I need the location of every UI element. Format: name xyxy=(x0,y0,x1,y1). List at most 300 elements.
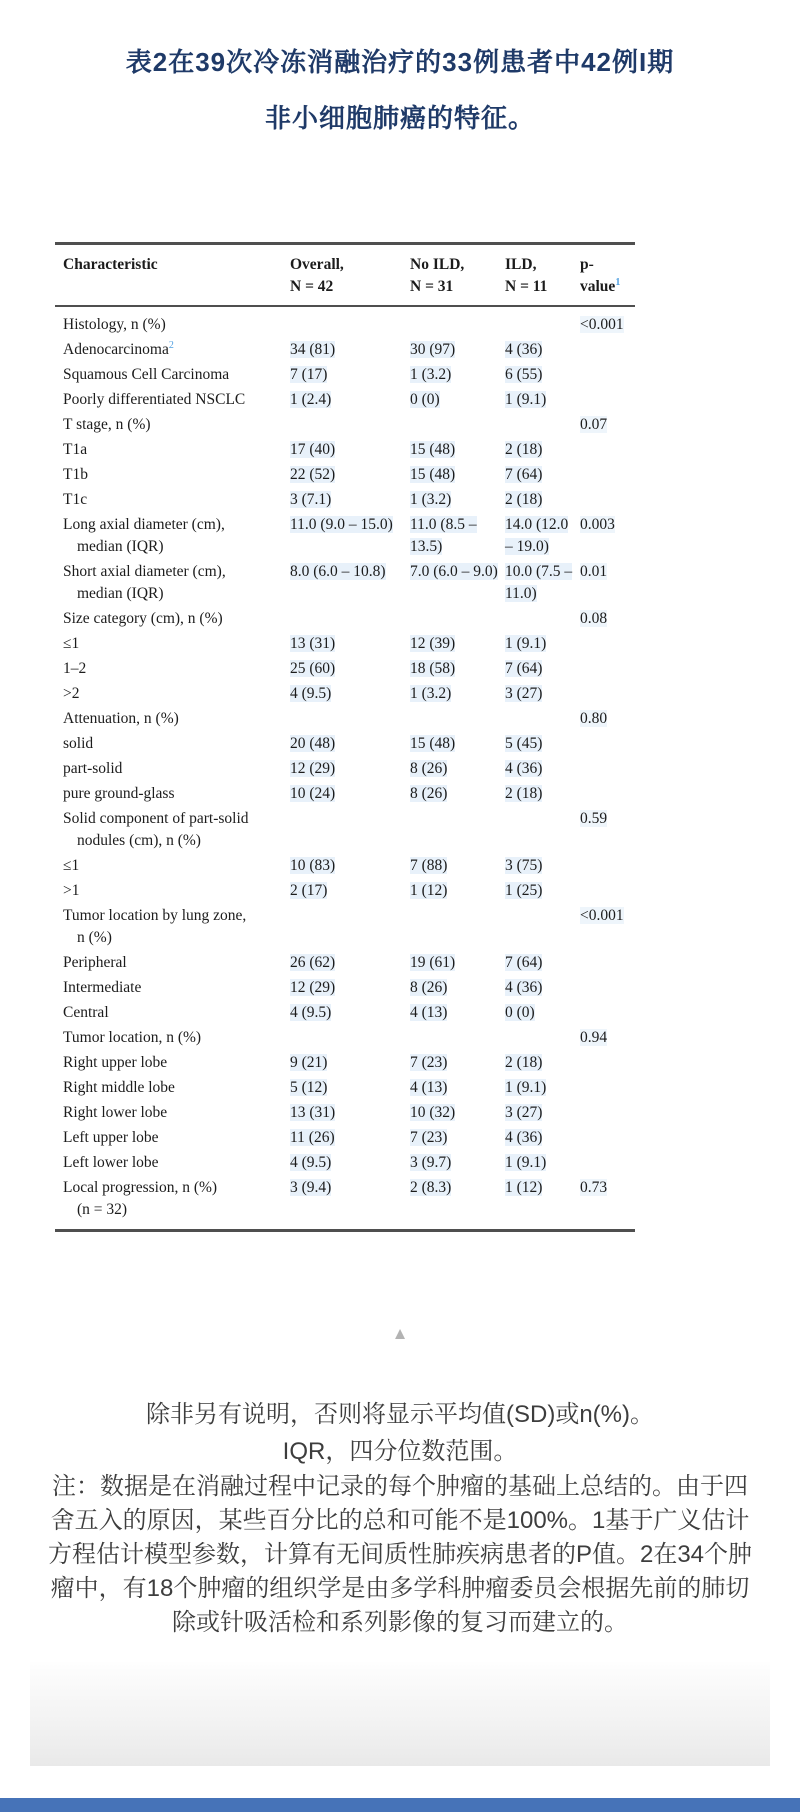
cell-ild xyxy=(505,363,580,388)
characteristics-table xyxy=(55,242,635,1232)
cell-no-ild-text: 7 (88) xyxy=(410,857,448,874)
cell-p-value xyxy=(580,1001,635,1026)
cell-p-value xyxy=(580,879,635,904)
cell-ild-text: 3 (75) xyxy=(505,857,543,874)
cell-overall-text: 4 (9.5) xyxy=(290,685,332,702)
row-label: Left upper lobe xyxy=(63,1129,159,1146)
cell-overall xyxy=(290,904,410,951)
cell-no-ild xyxy=(410,904,505,951)
cell-overall-text: 9 (21) xyxy=(290,1054,328,1071)
cell-no-ild-text: 2 (8.3) xyxy=(410,1179,452,1196)
cell-p-value-text: 0.73 xyxy=(580,1179,608,1196)
col-header-p-value: p- value$^1$ xyxy=(580,244,635,307)
cell-p-value-text: 0.07 xyxy=(580,416,608,433)
cell-no-ild xyxy=(410,1126,505,1151)
cell-overall-text: 4 (9.5) xyxy=(290,1154,332,1171)
col-header-overall: Overall, N = 42 xyxy=(290,244,410,307)
table-row xyxy=(55,782,635,807)
cell-p-value xyxy=(580,306,635,338)
cell-no-ild-text: 10 (32) xyxy=(410,1104,456,1121)
cell-p-value xyxy=(580,732,635,757)
cell-no-ild xyxy=(410,463,505,488)
cell-no-ild-text: 15 (48) xyxy=(410,441,456,458)
row-label: Squamous Cell Carcinoma xyxy=(63,366,230,383)
cell-p-value xyxy=(580,854,635,879)
cell-overall xyxy=(290,438,410,463)
cell-p-value xyxy=(580,1101,635,1126)
cell-no-ild xyxy=(410,388,505,413)
cell-p-value-text: 0.08 xyxy=(580,610,608,627)
cell-ild-text: 0 (0) xyxy=(505,1004,535,1021)
table-row xyxy=(55,904,635,951)
row-label: ≤1 xyxy=(63,635,80,652)
table-row xyxy=(55,1176,635,1231)
cell-p-value xyxy=(580,807,635,854)
cell-p-value xyxy=(580,363,635,388)
cell-ild xyxy=(505,782,580,807)
table-row xyxy=(55,732,635,757)
page-title-line1: 表2在39次冷冻消融治疗的33例患者中42例I期 xyxy=(125,47,675,77)
cell-overall xyxy=(290,1176,410,1231)
cell-p-value xyxy=(580,463,635,488)
cell-no-ild xyxy=(410,488,505,513)
cell-overall xyxy=(290,363,410,388)
row-label: Intermediate xyxy=(63,979,142,996)
row-label-line2: nodules (cm), n (%) xyxy=(77,832,201,849)
cell-ild xyxy=(505,682,580,707)
cell-ild-text: 3 (27) xyxy=(505,1104,543,1121)
table-row xyxy=(55,707,635,732)
table-row xyxy=(55,413,635,438)
cell-p-value xyxy=(580,976,635,1001)
cell-no-ild xyxy=(410,951,505,976)
cell-no-ild-text: 8 (26) xyxy=(410,760,448,777)
cell-ild xyxy=(505,951,580,976)
gradient-panel xyxy=(30,1662,770,1766)
cell-overall-text: 3 (7.1) xyxy=(290,491,332,508)
cell-p-value xyxy=(580,1076,635,1101)
cell-overall-text: 8.0 (6.0 – 10.8) xyxy=(290,563,386,580)
cell-no-ild xyxy=(410,976,505,1001)
cell-p-value xyxy=(580,1151,635,1176)
cell-overall xyxy=(290,463,410,488)
cell-p-value-text: 0.01 xyxy=(580,563,608,580)
cell-no-ild xyxy=(410,513,505,560)
cell-no-ild-text: 1 (3.2) xyxy=(410,491,452,508)
cell-p-value xyxy=(580,682,635,707)
cell-no-ild xyxy=(410,632,505,657)
cell-overall xyxy=(290,1126,410,1151)
cell-overall-text: 34 (81) xyxy=(290,341,336,358)
cell-ild-text: 6 (55) xyxy=(505,366,543,383)
cell-ild xyxy=(505,904,580,951)
row-label: Adenocarcinoma$^2$ xyxy=(63,339,174,358)
table-row xyxy=(55,632,635,657)
cell-overall-text: 7 (17) xyxy=(290,366,328,383)
cell-overall xyxy=(290,1026,410,1051)
cell-ild xyxy=(505,732,580,757)
cell-no-ild-text: 4 (13) xyxy=(410,1004,448,1021)
cell-no-ild xyxy=(410,363,505,388)
cell-ild-text: 4 (36) xyxy=(505,760,543,777)
cell-ild xyxy=(505,1151,580,1176)
footnote-ref-icon: 1 xyxy=(615,276,621,288)
cell-overall-text: 12 (29) xyxy=(290,760,336,777)
row-label: Local progression, n (%) (n = 32) xyxy=(55,1176,290,1231)
cell-ild xyxy=(505,854,580,879)
cell-ild-text: 2 (18) xyxy=(505,785,543,802)
row-label: T stage, n (%) xyxy=(63,416,151,433)
row-label: T1a xyxy=(63,441,88,458)
cell-ild-text: 4 (36) xyxy=(505,979,543,996)
cell-p-value-text: <0.001 xyxy=(580,907,624,924)
cell-p-value xyxy=(580,707,635,732)
cell-no-ild-text: 0 (0) xyxy=(410,391,440,408)
cell-no-ild xyxy=(410,1026,505,1051)
cell-no-ild xyxy=(410,1076,505,1101)
cell-ild xyxy=(505,879,580,904)
cell-p-value xyxy=(580,488,635,513)
cell-no-ild-text: 4 (13) xyxy=(410,1079,448,1096)
cell-ild xyxy=(505,413,580,438)
row-label: Attenuation, n (%) xyxy=(63,710,179,727)
cell-ild-text: 1 (9.1) xyxy=(505,391,547,408)
cell-no-ild xyxy=(410,560,505,607)
table-row xyxy=(55,1101,635,1126)
footnote-note: 注：数据是在消融过程中记录的每个肿瘤的基础上总结的。由于四舍五入的原因，某些百分比的总和可能不是100%。1基于广义估计方程估计模型参数，计算有无间质性肺疾病患者的P值。2在34个肿瘤中，有18个肿瘤的组织学是由多学科肿瘤委员会根据先前的肺切除或针吸活检和系列影像的复习而建立的。 xyxy=(47,1473,753,1636)
footnote-line2: IQR，四分位数范围。 xyxy=(282,1438,518,1465)
cell-no-ild-text: 7 (23) xyxy=(410,1129,448,1146)
cell-p-value xyxy=(580,388,635,413)
table-row xyxy=(55,757,635,782)
cell-no-ild-text: 7 (23) xyxy=(410,1054,448,1071)
cell-overall xyxy=(290,757,410,782)
table-row xyxy=(55,657,635,682)
row-label-line2: n (%) xyxy=(77,929,112,946)
cell-no-ild-text: 18 (58) xyxy=(410,660,456,677)
cell-overall-text: 10 (24) xyxy=(290,785,336,802)
cell-ild xyxy=(505,438,580,463)
cell-ild-text: 1 (9.1) xyxy=(505,1079,547,1096)
row-label: Solid component of part-solid nodules (cm), n (%) xyxy=(55,807,290,854)
cell-no-ild xyxy=(410,657,505,682)
cell-no-ild xyxy=(410,413,505,438)
cell-no-ild-text: 1 (12) xyxy=(410,882,448,899)
row-label-line2: median (IQR) xyxy=(77,585,164,602)
cell-no-ild-text: 12 (39) xyxy=(410,635,456,652)
cell-no-ild xyxy=(410,438,505,463)
cell-overall xyxy=(290,607,410,632)
cell-overall xyxy=(290,1101,410,1126)
cell-p-value xyxy=(580,1051,635,1076)
cell-no-ild xyxy=(410,1051,505,1076)
cell-ild-text: 4 (36) xyxy=(505,341,543,358)
cell-ild xyxy=(505,807,580,854)
row-label: Size category (cm), n (%) xyxy=(63,610,223,627)
row-label: Central xyxy=(63,1004,109,1021)
cell-no-ild-text: 15 (48) xyxy=(410,466,456,483)
cell-ild xyxy=(505,488,580,513)
cell-p-value xyxy=(580,757,635,782)
cell-no-ild xyxy=(410,879,505,904)
cell-overall-text: 10 (83) xyxy=(290,857,336,874)
cell-no-ild-text: 15 (48) xyxy=(410,735,456,752)
table-row xyxy=(55,1051,635,1076)
row-label: T1b xyxy=(63,466,88,483)
row-label: solid xyxy=(63,735,94,752)
cell-overall-text: 17 (40) xyxy=(290,441,336,458)
cell-no-ild-text: 7.0 (6.0 – 9.0) xyxy=(410,563,498,580)
cell-no-ild-text: 8 (26) xyxy=(410,785,448,802)
cell-overall xyxy=(290,951,410,976)
cell-overall xyxy=(290,413,410,438)
cell-ild-text: 3 (27) xyxy=(505,685,543,702)
cell-p-value xyxy=(580,1126,635,1151)
row-label: pure ground-glass xyxy=(63,785,175,802)
col-header-characteristic: Characteristic xyxy=(55,244,290,307)
row-label-line2: median (IQR) xyxy=(77,538,164,555)
table-row xyxy=(55,463,635,488)
cell-p-value-text: 0.003 xyxy=(580,516,615,533)
cell-overall-text: 20 (48) xyxy=(290,735,336,752)
cell-ild xyxy=(505,560,580,607)
cell-overall xyxy=(290,488,410,513)
row-label: Left lower lobe xyxy=(63,1154,159,1171)
cell-overall xyxy=(290,513,410,560)
table-row xyxy=(55,1151,635,1176)
cell-ild xyxy=(505,513,580,560)
cell-no-ild xyxy=(410,1001,505,1026)
table-row xyxy=(55,951,635,976)
row-label: Long axial diameter (cm), median (IQR) xyxy=(55,513,290,560)
row-label: Right middle lobe xyxy=(63,1079,175,1096)
cell-ild xyxy=(505,1176,580,1231)
row-label: Tumor location, n (%) xyxy=(63,1029,202,1046)
cell-overall xyxy=(290,1001,410,1026)
table-row xyxy=(55,438,635,463)
cell-ild xyxy=(505,1076,580,1101)
cell-ild-text: 10.0 (7.5 – 11.0) xyxy=(505,563,573,602)
cell-ild-text: 2 (18) xyxy=(505,491,543,508)
cell-overall xyxy=(290,707,410,732)
cell-no-ild xyxy=(410,757,505,782)
table-row xyxy=(55,1126,635,1151)
cell-overall-text: 5 (12) xyxy=(290,1079,328,1096)
cell-p-value-text: 0.94 xyxy=(580,1029,608,1046)
cell-ild xyxy=(505,1126,580,1151)
table-row xyxy=(55,854,635,879)
table-row xyxy=(55,388,635,413)
cell-no-ild xyxy=(410,607,505,632)
cell-no-ild xyxy=(410,1151,505,1176)
cell-ild xyxy=(505,607,580,632)
table-row xyxy=(55,1076,635,1101)
cell-overall xyxy=(290,338,410,363)
cell-ild xyxy=(505,1026,580,1051)
cell-p-value xyxy=(580,513,635,560)
cell-overall-text: 2 (17) xyxy=(290,882,328,899)
cell-p-value xyxy=(580,951,635,976)
cell-no-ild xyxy=(410,807,505,854)
cell-ild-text: 5 (45) xyxy=(505,735,543,752)
cell-p-value xyxy=(580,657,635,682)
row-label: ≤1 xyxy=(63,857,80,874)
table-row xyxy=(55,513,635,560)
row-label: Right upper lobe xyxy=(63,1054,168,1071)
table-header-row xyxy=(55,244,635,307)
cell-overall xyxy=(290,782,410,807)
cell-overall xyxy=(290,732,410,757)
cell-overall-text: 4 (9.5) xyxy=(290,1004,332,1021)
cell-ild-text: 1 (25) xyxy=(505,882,543,899)
cell-overall xyxy=(290,388,410,413)
table-row xyxy=(55,1001,635,1026)
cell-overall-text: 25 (60) xyxy=(290,660,336,677)
cell-ild xyxy=(505,1051,580,1076)
footnote-ref-icon: 2 xyxy=(168,339,174,351)
cell-overall xyxy=(290,306,410,338)
cell-no-ild-text: 30 (97) xyxy=(410,341,456,358)
cell-overall xyxy=(290,657,410,682)
cell-no-ild-text: 19 (61) xyxy=(410,954,456,971)
table-row xyxy=(55,607,635,632)
table-row xyxy=(55,560,635,607)
footnotes xyxy=(0,1396,800,1640)
cell-overall xyxy=(290,560,410,607)
cell-overall-text: 11.0 (9.0 – 15.0) xyxy=(290,516,393,533)
cell-p-value xyxy=(580,1176,635,1231)
cell-ild xyxy=(505,388,580,413)
cell-overall-text: 11 (26) xyxy=(290,1129,335,1146)
cell-ild-text: 7 (64) xyxy=(505,466,543,483)
table-row xyxy=(55,488,635,513)
cell-overall xyxy=(290,682,410,707)
cell-p-value-text: 0.80 xyxy=(580,710,608,727)
table-row xyxy=(55,976,635,1001)
cell-p-value xyxy=(580,782,635,807)
cell-ild-text: 14.0 (12.0 – 19.0) xyxy=(505,516,569,555)
cell-overall xyxy=(290,1151,410,1176)
cell-overall-text: 3 (9.4) xyxy=(290,1179,332,1196)
cell-p-value xyxy=(580,607,635,632)
row-label: Histology, n (%) xyxy=(63,316,166,333)
page-title xyxy=(0,34,800,146)
col-header-no-ild: No ILD, N = 31 xyxy=(410,244,505,307)
cell-p-value-text: <0.001 xyxy=(580,316,624,333)
row-label: 1–2 xyxy=(63,660,87,677)
row-label: part-solid xyxy=(63,760,123,777)
row-label-line2: (n = 32) xyxy=(77,1201,128,1218)
cell-overall-text: 26 (62) xyxy=(290,954,336,971)
cell-no-ild xyxy=(410,707,505,732)
table-row xyxy=(55,306,635,338)
cell-ild-text: 2 (18) xyxy=(505,1054,543,1071)
cell-ild-text: 2 (18) xyxy=(505,441,543,458)
cell-no-ild-text: 1 (3.2) xyxy=(410,685,452,702)
col-header-ild: ILD, N = 11 xyxy=(505,244,580,307)
cell-ild xyxy=(505,657,580,682)
row-label: Tumor location by lung zone, n (%) xyxy=(55,904,290,951)
row-label: T1c xyxy=(63,491,88,508)
cell-overall-text: 1 (2.4) xyxy=(290,391,332,408)
cell-no-ild-text: 8 (26) xyxy=(410,979,448,996)
table-row xyxy=(55,879,635,904)
page-title-line2: 非小细胞肺癌的特征。 xyxy=(264,103,535,133)
table-row xyxy=(55,338,635,363)
cell-overall-text: 13 (31) xyxy=(290,635,336,652)
table-row xyxy=(55,807,635,854)
cell-overall-text: 22 (52) xyxy=(290,466,336,483)
cell-ild xyxy=(505,976,580,1001)
cell-no-ild-text: 1 (3.2) xyxy=(410,366,452,383)
cell-no-ild xyxy=(410,306,505,338)
row-label: Right lower lobe xyxy=(63,1104,168,1121)
cell-p-value xyxy=(580,632,635,657)
cell-ild xyxy=(505,1001,580,1026)
cell-no-ild xyxy=(410,1101,505,1126)
cell-overall xyxy=(290,1051,410,1076)
cell-p-value xyxy=(580,1026,635,1051)
cell-no-ild xyxy=(410,732,505,757)
cell-ild xyxy=(505,463,580,488)
cell-overall xyxy=(290,854,410,879)
cell-no-ild xyxy=(410,682,505,707)
cell-ild-text: 4 (36) xyxy=(505,1129,543,1146)
cell-p-value-text: 0.59 xyxy=(580,810,608,827)
bottom-accent-bar xyxy=(0,1798,800,1812)
cell-ild xyxy=(505,306,580,338)
cell-ild-text: 1 (9.1) xyxy=(505,1154,547,1171)
cell-no-ild-text: 11.0 (8.5 – 13.5) xyxy=(410,516,477,555)
cell-overall xyxy=(290,632,410,657)
cell-ild-text: 7 (64) xyxy=(505,954,543,971)
cell-no-ild xyxy=(410,1176,505,1231)
row-label: >1 xyxy=(63,882,80,899)
cell-p-value xyxy=(580,904,635,951)
cell-no-ild-text: 3 (9.7) xyxy=(410,1154,452,1171)
cell-ild xyxy=(505,338,580,363)
table-row xyxy=(55,1026,635,1051)
row-label: Poorly differentiated NSCLC xyxy=(63,391,246,408)
collapse-arrow-icon[interactable]: ▲ xyxy=(391,1324,409,1343)
table-row xyxy=(55,363,635,388)
cell-ild-text: 1 (12) xyxy=(505,1179,543,1196)
cell-p-value xyxy=(580,560,635,607)
cell-p-value xyxy=(580,438,635,463)
cell-ild-text: 1 (9.1) xyxy=(505,635,547,652)
cell-overall xyxy=(290,879,410,904)
cell-ild xyxy=(505,1101,580,1126)
cell-overall-text: 12 (29) xyxy=(290,979,336,996)
cell-ild xyxy=(505,632,580,657)
cell-ild xyxy=(505,757,580,782)
cell-no-ild xyxy=(410,854,505,879)
cell-no-ild xyxy=(410,338,505,363)
cell-overall-text: 13 (31) xyxy=(290,1104,336,1121)
footnote-line1: 除非另有说明，否则将显示平均值(SD)或n(%)。 xyxy=(146,1401,654,1428)
cell-ild xyxy=(505,707,580,732)
cell-ild-text: 7 (64) xyxy=(505,660,543,677)
row-label: Short axial diameter (cm), median (IQR) xyxy=(55,560,290,607)
cell-p-value xyxy=(580,338,635,363)
cell-overall xyxy=(290,1076,410,1101)
row-label: Peripheral xyxy=(63,954,127,971)
table-row xyxy=(55,682,635,707)
cell-overall xyxy=(290,976,410,1001)
row-label: >2 xyxy=(63,685,80,702)
cell-no-ild xyxy=(410,782,505,807)
cell-p-value xyxy=(580,413,635,438)
